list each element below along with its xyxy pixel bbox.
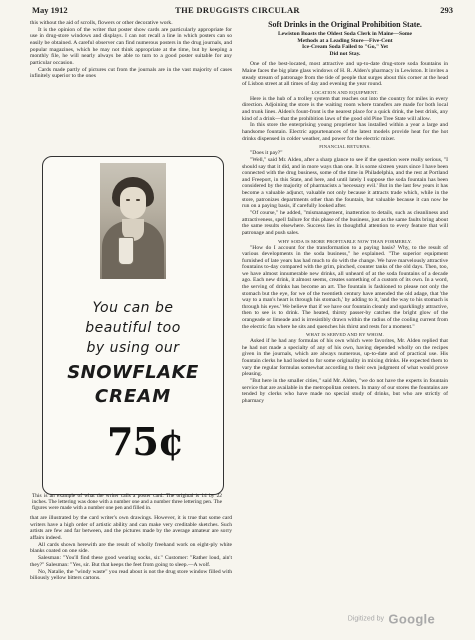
section-heading: WHAT IS SERVED AND BY WHOM.: [306, 332, 384, 338]
paragraph: It is the opinion of the writer that poster show cards are particularly appropriate for use in drug-store windows and displays. I can not recall a line in which posters can so easily be obtained. A careful observer can find numerous posters in the drug journals, and popular magazines, which he may not think appropriate at the time, but by keeping a monthly file, he will nearly always be able to turn to a good poster suitable for any particular occasion.: [30, 26, 232, 66]
paragraph: "But here in the smaller cities," said Mr. Alden, "we do not have the experts in fountain service that are available in the metropolitan centers. In many of our stores the fountains are tended by clerks who have made no special study of drinks, but who are strictly of pharmacy: [242, 378, 448, 404]
paragraph: this without the aid of scrolls, flowers or other decorative work.: [30, 20, 173, 26]
page-number: 293: [440, 5, 453, 15]
article-subtitle-line: Lewiston Boasts the Oldest Soda Clerk in Maine—Some: [277, 31, 413, 37]
ad-line-2: beautiful too: [85, 320, 181, 336]
ad-price: 75¢: [107, 419, 184, 464]
paragraph: "How do I account for the transformation to a paying basis? Why, to the result of various developments in the soda business," he explained. "The superior equipment furnished of late years has had much to do with the change. We have marvelously attractive fountains to-day compared with the grim, pinched, counter tanks of the old days. Then, too, we have almost innumerable new drinks, all unheard of at the soda fountains of a decade ago. Each new drink, it almost seems, creates something of a custom of its own. In a word, the serving of drinks has become an art. The fountain is fashioned to please not only the stomach but the eye, for we of the twentieth century have amended the old adage, that 'the way to a man's heart is through his stomach,' by adding to it, 'and the way to his stomach is through his eyes.' We believe that if we have our fountain cleanly and sparklingly attractive, then to see is to drink. The heated, thirsty passer-by catches the bright glow of the orangeade or limeade and is irresistibly drawn within the radius of the cooling current from the electric fan where he sits and quenches his thirst and rests for a moment.": [242, 244, 448, 330]
poster-card-ad: [42, 156, 224, 495]
left-column-top: [30, 20, 232, 80]
article-subtitle-line: Ice-Cream Soda Failed to "Go," Yet: [301, 44, 389, 51]
paragraph: Cards made partly of pictures cut from the journals are in the vast majority of cases infinitely superior to the ones: [30, 66, 232, 80]
section-heading: WHY SODA IS MORE PROFITABLE NOW THAN FORMERLY.: [278, 238, 412, 244]
page-header: [0, 5, 475, 17]
section-heading: FINANCIAL RETURNS.: [319, 144, 371, 150]
right-column-article: [242, 20, 448, 405]
google-logo: Google: [388, 611, 435, 627]
paragraph: "Of course," he added, "mismanagement, inattention to details, such as cleanliness and attractiveness, spell failure for this phase of the business, just as the same faults bring about the same results elsewhere. Success lies in thoughtful attention to every feature that will patronage and push sales.: [242, 210, 448, 236]
ad-line-1: You can be: [92, 300, 174, 316]
article-title: Soft Drinks in the Original Prohibition State.: [268, 20, 422, 29]
paragraph: "Does it pay?": [250, 150, 283, 157]
issue-date: May 1912: [32, 5, 68, 15]
paragraph: In this store the enterprising young proprietor has installed within a year a large and handsome fountain. Electric appurtenances of the latest models provide heat for the hot drinks dispensed in colder weather, and power for the electric mixer.: [242, 122, 448, 142]
glass-icon: [118, 237, 134, 265]
paragraph: Asked if he had any formulas of his own which were favorites, Mr. Alden replied that he had not made a specialty of any of his own, having depended wholly on the recipes given in the journals, which are always numerous, up-to-date and of practical use. His fountain clerks he had looked to for some originality in mixing drinks. He expected them to vary the regular formulas somewhat according to their own judgment of what would prove pleasing.: [242, 338, 448, 378]
paragraph: One of the best-located, most attractive and up-to-date drug-store soda fountains in Maine faces the big plate glass windows of H. R. Alden's pharmacy in Lewiston. It invites a steady stream of patronage from the tide of people that surges about this corner at the head of Lisbon street at all times of day and evening the year round.: [242, 61, 448, 88]
ad-product-name: SNOWFLAKE: [67, 362, 199, 383]
ad-caption: This is an example of what the writer calls a poster card. The original is 14 by 22 inches. The lettering was done with a number one and a number three lettering pen. The figures were made with a number one pen and filled in.: [32, 493, 222, 512]
ad-line-3: by using our: [86, 340, 180, 356]
paragraph: "Well," said Mr. Alden, after a sharp glance to see if the question were really serious, "I should say that it did, and in more ways than one. It is some sixteen years since I have been connected with the drug business, some of the time in Philadelphia, and the rest at Portland and Freeport, in this State, and here, and until lately I suppose the soda fountain has been considered by the majority of pharmacists a 'necessary evil.' But in the last few years it has become a valuable adjunct, valuable not only because it attracts trade which, while in the store, patronizes departments other than the fountain, but valuable because it can now be run on a paying basis, if carefully looked after.: [242, 157, 448, 210]
paragraph: that are illustrated by the card writer's own drawings. However, it is true that some card writers have a high order of artistic ability and can make very creditable sketches. Such artists are few and far between, and the pictures made by the average amateur are sorry affairs indeed.: [30, 515, 232, 541]
watermark-prefix: Digitized by: [347, 615, 384, 623]
woman-portrait-image: [100, 163, 166, 279]
ad-product-type: CREAM: [94, 386, 172, 407]
google-watermark: [348, 610, 435, 628]
paragraph: Salesman: "You'll find these good wearing socks, sir." Customer: "Rather loud, ain't they?" Salesman: "Yes, sir. But that keeps the feet from going to sleep.—A wolf.: [30, 555, 232, 568]
section-heading: LOCATION AND EQUIPMENT.: [311, 89, 379, 95]
paragraph: Here is the hub of a trolley system that reaches out into the country for miles in every direction. Adjoining the store is the waiting room where transfers are made for both local and trunk lines. Alden's fount-front is the nearest place for a quick drink, the best drink, any kind of a drink—that the prohibition laws of the good old Pine Tree State will allow.: [242, 95, 448, 122]
paragraph: All cards shown herewith are the result of wholly freehand work on eight-ply white blanks coated on one side.: [30, 541, 232, 555]
paragraph: No, Natalie, the "windy waste" you read about is not the drug store window filled with biliously yellow bitters cartons.: [30, 568, 232, 582]
publication-title: THE DRUGGISTS CIRCULAR: [175, 5, 300, 15]
left-column-bottom: [30, 515, 232, 582]
article-subtitle-line: Methods at a Leading Store—Five-Cent: [297, 37, 393, 44]
article-subtitle-line: Did not Stay.: [329, 50, 361, 57]
